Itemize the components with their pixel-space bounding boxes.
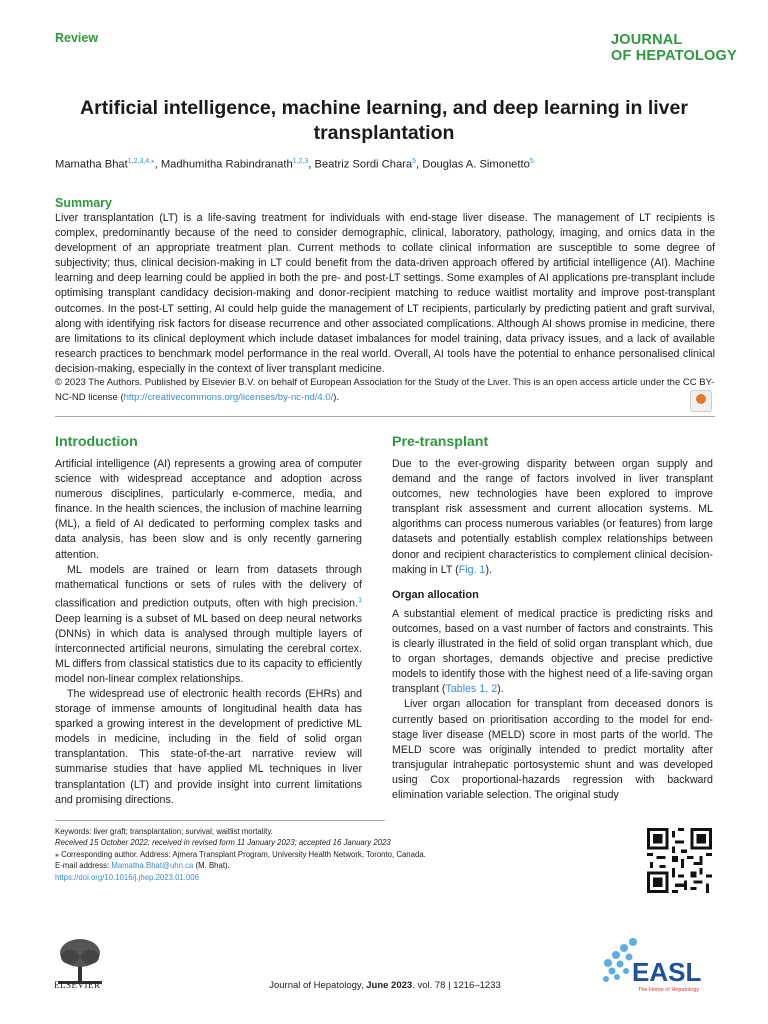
qr-code-icon[interactable] [647, 828, 712, 893]
corresponding-author: ⁎ Corresponding author. Address: Ajmera Transplant Program, University Health Network, Toronto, Canada. [55, 849, 426, 859]
divider [55, 416, 715, 417]
paragraph: Liver organ allocation for transplant from deceased donors is currently based on prioritisation according to the model for end-stage liver disease (MELD) score in most parts of the world. The MELD score was originally intended to predict mortality after transjugular intrahepatic portosystemic shunt and was developed using Cox proportional-hazards regression with backward elimination variable selection. The original study [392, 698, 713, 801]
email-line: E-mail address: Mamatha.Bhat@uhn.ca (M. Bhat). [55, 861, 230, 871]
easl-tagline: The Home of Hepatology [638, 987, 700, 993]
doi-link[interactable]: https://doi.org/10.1016/j.jhep.2023.01.006 [55, 872, 199, 882]
author-affiliation[interactable]: 1,2,3 [292, 158, 309, 165]
license-link[interactable]: http://creativecommons.org/licenses/by-nc-nd/4.0/ [123, 391, 334, 403]
article-title: Artificial intelligence, machine learning, and deep learning in liver transplantation [80, 97, 688, 144]
citation-link[interactable]: 1 [358, 596, 362, 604]
journal-name-line2: OF HEPATOLOGY [611, 48, 737, 64]
copyright-text-end: ). [333, 391, 340, 403]
author-affiliation[interactable]: 1,2,3,4,⁎ [127, 158, 155, 165]
publisher-name: ELSEVIER [54, 980, 101, 990]
author-affiliation[interactable]: 5 [529, 158, 534, 165]
copyright-notice [55, 376, 715, 405]
table-link[interactable]: Tables 1, 2 [445, 683, 498, 696]
paragraph: Due to the ever-growing disparity between organ supply and demand and the range of factors involved in liver transplant outcomes, new technologies have been explored to improve transplant risk assessment and current allocation systems. ML algorithms can process numerous variables (or features) from large datasets and potentially establish complex relationships between donor and recipient characteristics to complement clinical decision-making in LT (Fig. 1). [392, 458, 713, 576]
paragraph: Artificial intelligence (AI) represents a growing area of computer science with widespread acceptance and adoption across numerous disciplines, particularly e-commerce, media, and finance. In the health sciences, the inclusion of machine learning (ML), a field of AI dedicated to performing complex tasks and data analysis, has been slow and is only recently garnering attention. [55, 458, 362, 561]
author-name: Douglas A. Simonetto [422, 158, 530, 171]
pretransplant-heading: Pre-transplant [392, 434, 489, 450]
paragraph: ML models are trained or learn from datasets through mathematical functions or sets of rules with the delivery of classification and prediction outputs, often with high precision.$^1$ Deep learning is a subset of ML based on deep neural networks (DNNs) in which data is analysed through multiple layers of interconnected artificial neurons, simulating the cerebral cortex. ML differs from classical statistics due to its capacity to efficiently model non-linear complex relationships. [55, 563, 362, 685]
summary-heading: Summary [55, 196, 112, 210]
author-list: Mamatha Bhat$^{1,2,3,4,⁎}$, Madhumitha Rabindranath$^{1,2,3}$, Beatriz Sordi Chara$^5$, Douglas A. Simonetto$^5$ [55, 158, 534, 171]
received-dates: Received 15 October 2022; received in revised form 11 January 2023; accepted 16 January 2023 [55, 838, 391, 848]
journal-name-line1: JOURNAL [611, 32, 683, 48]
journal-logo[interactable] [611, 32, 737, 64]
email-link[interactable]: Mamatha.Bhat@uhn.ca [111, 861, 194, 871]
organ-allocation-subheading: Organ allocation [392, 588, 479, 601]
section-label: Review [55, 31, 99, 45]
keywords: Keywords: liver graft; transplantation; survival; waitlist mortality. [55, 827, 273, 836]
author-name: Mamatha Bhat [55, 158, 128, 171]
author-name: Beatriz Sordi Chara [314, 158, 413, 171]
copyright-text: © 2023 The Authors. Published by Elsevier B.V. on behalf of European Association for the Study of the Liver. This is an open access article under the CC BY-NC-ND license ( [55, 377, 715, 403]
journal-citation: Journal of Hepatology, June 2023. vol. 78 | 1216–1233 [269, 980, 501, 991]
crossmark-icon[interactable] [690, 390, 712, 412]
author-name: Madhumitha Rabindranath [160, 158, 293, 171]
paragraph: The widespread use of electronic health records (EHRs) and storage of immense amounts of longitudinal health data has sparked a growing interest in the development of predictive ML models in medicine, including in the field of solid organ transplantation. This state-of-the-art narrative review will summarise studies that have applied ML techniques in liver transplantation (LT) and provide insight into current limitations and promising directions. [55, 687, 362, 806]
introduction-body [55, 457, 362, 808]
summary-text: Liver transplantation (LT) is a life-saving treatment for individuals with end-stage liver disease. The management of LT recipients is complex, predominantly because of the need to consider demographic, clinical, laboratory, pathology, imaging, and omics data in the development of an appropriate treatment plan. Current methods to collate clinical information are susceptible to some degree of subjectivity; thus, clinical decision-making in LT could benefit from the data-driven approach offered by artificial intelligence (AI). Machine learning and deep learning could be applied in both the pre- and post-LT settings. Some examples of AI applications pre-transplant include optimising transplant candidacy decision-making and donor-recipient matching to reduce waitlist mortality and improve post-transplant outcomes. In the post-LT setting, AI could help guide the management of LT recipients, particularly by predicting patient and graft survival, along with identifying risk factors for disease recurrence and other associated complications. Although AI shows promise in medicine, there are limitations to its clinical deployment which include dataset imbalances for model training, data privacy issues, and a lack of available research practices to benchmark model performance in the real world. Overall, AI tools have the potential to enhance personalised clinical decision-making, especially in the context of liver transplant medicine. [55, 212, 715, 375]
figure-link[interactable]: Fig. 1 [458, 563, 486, 576]
paragraph: A substantial element of medical practice is predicting risks and outcomes, based on a vast number of factors and constraints. This is clearly illustrated in the field of solid organ transplant which, due to organ shortages, demands objective and precise predictive models to identify those with the highest need of a life-saving organ transplant (Tables 1, 2). [392, 607, 713, 696]
easl-wordmark: EASL [632, 957, 702, 987]
footnote-divider [55, 820, 385, 821]
pretransplant-body [392, 457, 713, 803]
footnotes [55, 826, 615, 883]
introduction-heading: Introduction [55, 434, 138, 450]
easl-logo[interactable] [600, 933, 715, 993]
author-affiliation[interactable]: 5 [412, 158, 417, 165]
